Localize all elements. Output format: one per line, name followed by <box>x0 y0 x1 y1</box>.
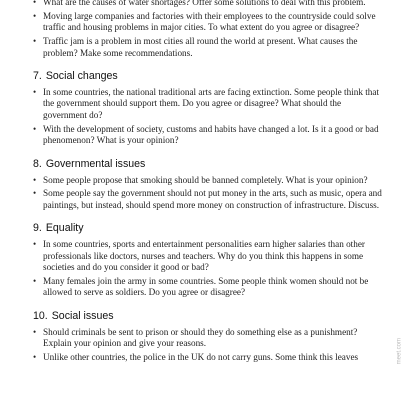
list-item: • Some people propose that smoking should be banned completely. What is your opinion? <box>33 174 368 185</box>
list-item: • Traffic jam is a problem in most cities all round the world at present. What causes the problem? Make some recommendations. <box>33 36 358 58</box>
section-list <box>33 87 383 147</box>
list-item: • In some countries, sports and entertainment personalities earn higher salaries than other professionals like doctors, nurses and teachers. Why do you think this happens in some societies and do you consider it good or bad? <box>33 239 365 273</box>
list-item: • Unlike other countries, the police in the UK do not carry guns. Some think this leaves <box>33 352 359 363</box>
bullet-icon: • <box>33 276 37 286</box>
section-heading: 9. Equality <box>33 222 84 235</box>
section-list <box>33 175 383 212</box>
bullet-icon: • <box>33 36 37 47</box>
list-item: • In some countries, the national traditional arts are facing extinction. Some people think that the government should support them. Do you agree or disagree? What should the government do? <box>33 87 380 120</box>
list-item: • With the development of society, customs and habits have changed a lot. Is it a good or bad phenomenon? What is your opinion? <box>33 123 379 146</box>
document-page <box>33 0 383 366</box>
section-equality <box>33 222 383 299</box>
bullet-icon: • <box>33 10 37 21</box>
section-heading: 8. Governmental issues <box>33 157 146 170</box>
bullet-icon: • <box>33 352 37 363</box>
intro-list <box>33 0 383 59</box>
section-social-issues <box>33 310 383 364</box>
bullet-icon: • <box>33 188 37 199</box>
bullet-icon: • <box>33 239 37 250</box>
section-governmental-issues <box>33 158 383 212</box>
section-list <box>33 239 383 299</box>
list-item: • Moving large companies and factories with their employees to the countryside could solve traffic and housing problems in major cities. To what extent do you agree or disagree? <box>33 10 376 33</box>
bullet-icon: • <box>33 123 37 134</box>
bullet-icon: • <box>33 87 37 98</box>
bullet-icon: • <box>33 0 37 7</box>
section-heading: 7. Social changes <box>33 70 118 83</box>
bullet-icon: • <box>33 174 37 185</box>
side-watermark-text: meet.com <box>396 338 402 365</box>
section-heading: 10. Social issues <box>33 309 114 322</box>
section-social-changes <box>33 70 383 147</box>
section-list <box>33 327 383 364</box>
list-item: • Should criminals be sent to prison or should they do something else as a punishment? Explain your opinion and give your reasons. <box>33 326 358 349</box>
list-item: • What are the causes of water shortages? Offer some solutions to deal with this problem. <box>33 0 383 8</box>
bullet-icon: • <box>33 326 37 337</box>
list-item: • Some people say the government should not put money in the arts, such as music, opera and paintings, but instead, should spend more money on construction of infrastructure. Discuss. <box>33 188 382 210</box>
list-item: • Many females join the army in some countries. Some people think women should not be allowed to serve as soldiers. Do you agree or disagree? <box>33 276 369 298</box>
